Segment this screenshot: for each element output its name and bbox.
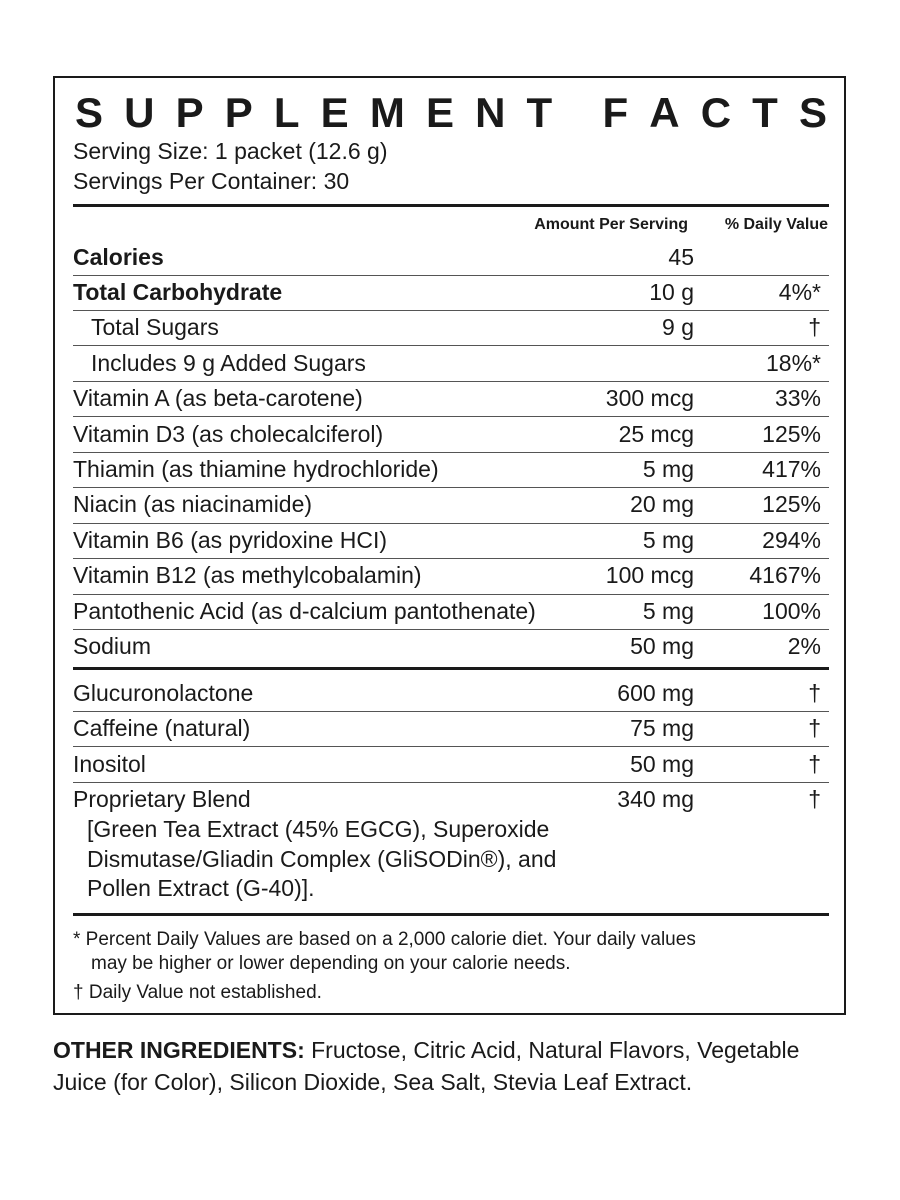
header-daily-value: % Daily Value (724, 216, 828, 233)
nutrient-amount: 45 (668, 244, 694, 270)
nutrient-amount: 25 mcg (618, 421, 694, 447)
title-letter: E (425, 89, 454, 136)
ingredient-amount: 340 mg (617, 786, 694, 812)
nutrient-amount: 10 g (649, 279, 694, 305)
nutrient-amount: 5 mg (642, 598, 694, 624)
header-amount-per-serving: Amount Per Serving (534, 216, 688, 233)
title-letter: P (224, 89, 253, 136)
nutrient-amount: 9 g (662, 314, 694, 340)
divider (73, 204, 829, 207)
blend-line: Dismutase/Gliadin Complex (GliSODin®), and (87, 845, 557, 872)
supplement-facts-panel (53, 76, 846, 1015)
servings-per-container: Servings Per Container: 30 (73, 168, 350, 194)
title-letter: P (175, 89, 204, 136)
table-row (73, 711, 829, 746)
table-row (73, 381, 829, 416)
title-letter: U (124, 89, 155, 136)
ingredient-amount: 50 mg (630, 751, 694, 777)
ingredient-amount: 75 mg (630, 715, 694, 741)
nutrient-daily-value: 4167% (749, 562, 821, 588)
nutrient-name: Vitamin A (as beta-carotene) (73, 385, 363, 411)
nutrient-daily-value: 125% (762, 421, 821, 447)
nutrient-name: Includes 9 g Added Sugars (91, 350, 366, 376)
blend-line: Pollen Extract (G-40)]. (87, 875, 315, 901)
nutrient-daily-value: † (808, 314, 821, 340)
ingredient-daily-value: † (808, 680, 821, 706)
nutrient-name: Calories (73, 244, 164, 270)
ingredient-amount: 600 mg (617, 680, 694, 706)
title-letter: N (475, 89, 506, 136)
ingredient-name: Inositol (73, 751, 146, 777)
nutrient-daily-value: 33% (774, 385, 821, 411)
nutrient-amount: 50 mg (630, 633, 694, 659)
title-letter (573, 88, 581, 138)
title-letter: C (700, 89, 732, 136)
nutrient-daily-value: 2% (787, 633, 821, 659)
proprietary-blend-description (87, 815, 556, 904)
title-letter: T (752, 89, 778, 136)
table-row (73, 310, 829, 345)
other-ingredients (53, 1034, 853, 1098)
panel-title (75, 88, 827, 138)
table-row (73, 747, 829, 782)
nutrient-name: Total Carbohydrate (73, 279, 283, 305)
nutrient-daily-value: 4%* (778, 279, 821, 305)
nutrient-amount: 300 mcg (605, 385, 694, 411)
serving-size: Serving Size: 1 packet (12.6 g) (73, 138, 388, 164)
title-letter: S (798, 89, 827, 136)
title-letter: M (369, 89, 405, 136)
table-row (73, 417, 829, 452)
title-letter: A (649, 89, 680, 136)
ingredient-daily-value: † (808, 786, 821, 812)
footnote-daily-values: * Percent Daily Values are based on a 2,000 calorie diet. Your daily values (73, 929, 696, 950)
table-row (73, 558, 829, 593)
nutrient-name: Total Sugars (91, 314, 219, 340)
other-ingredients-text: Fructose, Citric Acid, Natural Flavors, Vegetable Juice (for Color), Silicon Dioxide, Sea Salt, Stevia Leaf Extract. (53, 1037, 800, 1095)
table-row (73, 487, 829, 522)
nutrient-daily-value: 125% (762, 491, 821, 517)
nutrient-name: Pantothenic Acid (as d-calcium pantothenate) (73, 598, 536, 624)
footnote-divider (73, 913, 829, 916)
title-letter: S (75, 89, 104, 136)
nutrient-name: Niacin (as niacinamide) (73, 491, 313, 517)
title-letter: T (526, 89, 553, 136)
ingredient-name: Caffeine (natural) (73, 715, 251, 741)
section-divider (73, 667, 829, 670)
table-row (73, 275, 829, 310)
nutrient-name: Thiamin (as thiamine hydrochloride) (73, 456, 439, 482)
other-ingredients-label: OTHER INGREDIENTS: (53, 1037, 305, 1063)
blend-line: [Green Tea Extract (45% EGCG), Superoxide (87, 816, 550, 842)
table-row (73, 676, 829, 711)
footnote-daily-values-cont: may be higher or lower depending on your calorie needs. (91, 953, 571, 974)
nutrient-daily-value: 294% (762, 527, 821, 553)
table-row (73, 452, 829, 487)
ingredient-name: Glucuronolactone (73, 680, 254, 706)
nutrient-daily-value: 417% (762, 456, 821, 482)
title-letter: L (273, 89, 300, 136)
nutrient-amount: 100 mcg (605, 562, 694, 588)
nutrient-amount: 5 mg (642, 456, 694, 482)
title-letter: F (602, 89, 629, 136)
nutrient-name: Sodium (73, 633, 151, 659)
table-row (73, 629, 829, 664)
table-row (73, 240, 829, 275)
footnote-dagger: † Daily Value not established. (73, 982, 322, 1003)
table-row (73, 346, 829, 381)
nutrient-daily-value: 18%* (766, 350, 821, 376)
table-row (73, 594, 829, 629)
table-row (73, 782, 829, 817)
title-letter: E (320, 89, 349, 136)
ingredient-daily-value: † (808, 751, 821, 777)
nutrient-name: Vitamin B12 (as methylcobalamin) (73, 562, 422, 588)
ingredient-name: Proprietary Blend (73, 786, 251, 812)
nutrient-name: Vitamin D3 (as cholecalciferol) (73, 421, 384, 447)
table-row (73, 523, 829, 558)
nutrient-name: Vitamin B6 (as pyridoxine HCI) (73, 527, 388, 553)
nutrient-daily-value: 100% (762, 598, 821, 624)
nutrient-amount: 5 mg (642, 527, 694, 553)
nutrient-amount: 20 mg (630, 491, 694, 517)
ingredient-daily-value: † (808, 715, 821, 741)
